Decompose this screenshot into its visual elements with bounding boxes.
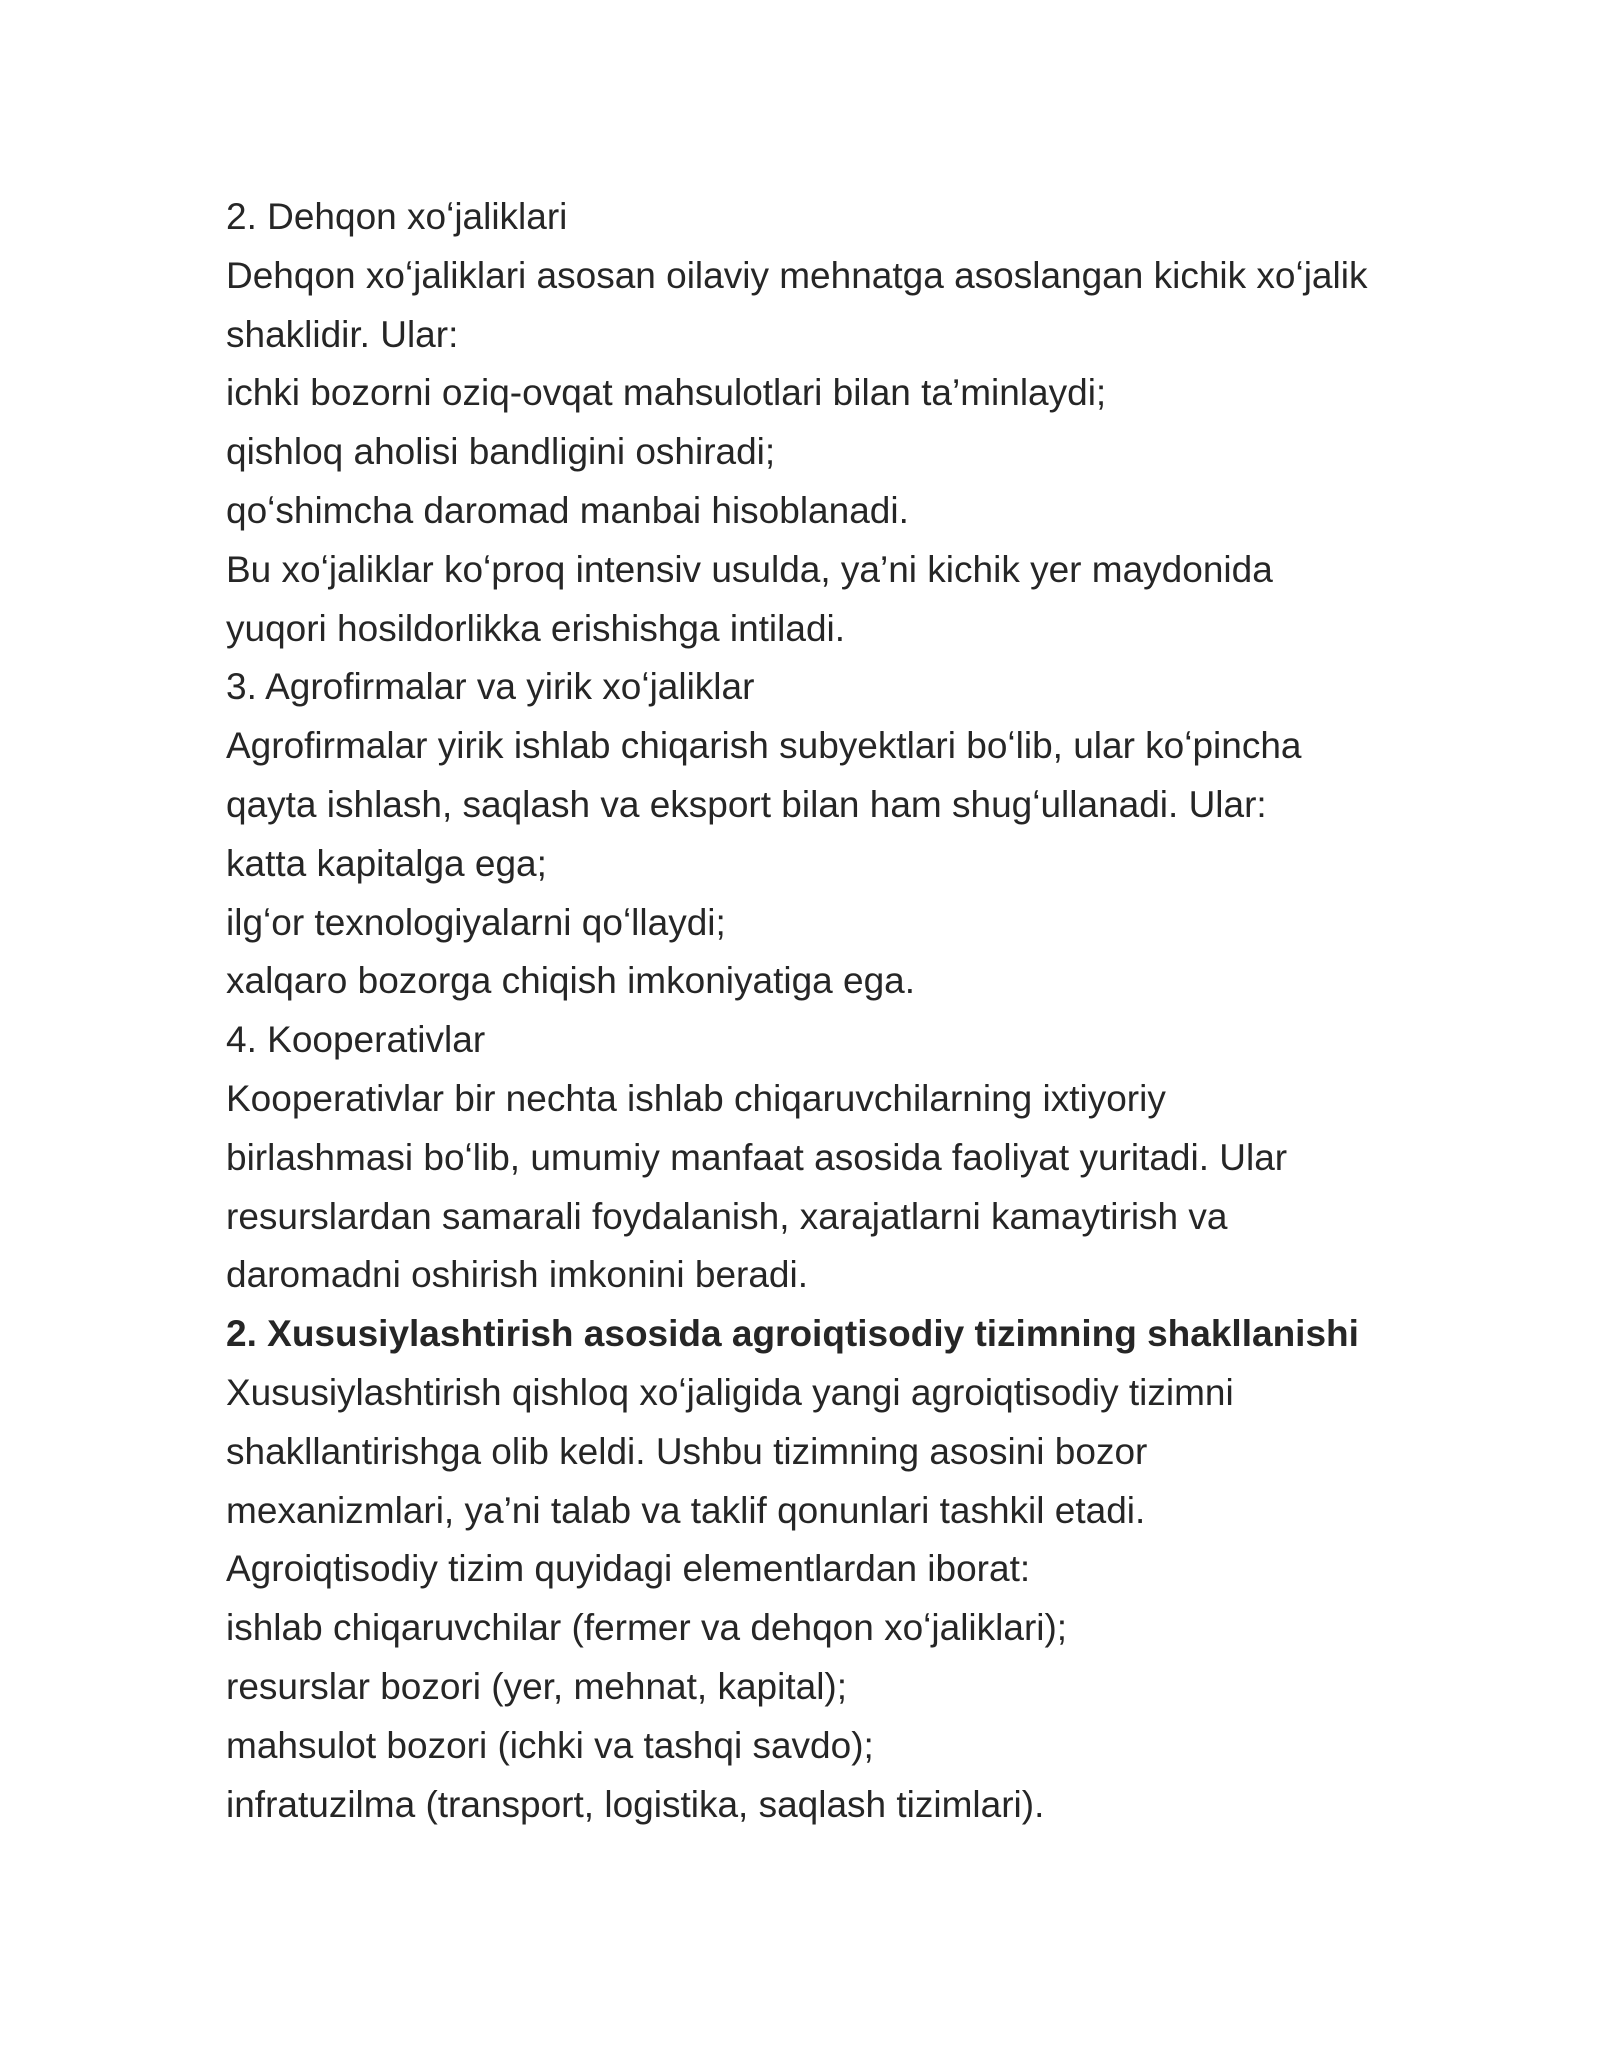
paragraph-line: shaklidir. Ular: (226, 313, 459, 355)
paragraph-line: Kooperativlar bir nechta ishlab chiqaruvchilarning ixtiyoriy (226, 1077, 1166, 1119)
list-item: qishloq aholisi bandligini oshiradi; (226, 431, 776, 473)
section-heading-dehqon: 2. Dehqon xoʻjaliklari (226, 196, 568, 237)
document-page (226, 188, 1426, 1834)
section-heading-xususiylashtirish: 2. Xususiylashtirish asosida agroiqtisodiy tizimning shakllanishi (226, 1313, 1359, 1355)
paragraph-line: Bu xoʻjaliklar koʻproq intensiv usulda, ya’ni kichik yer maydonida (226, 548, 1273, 590)
paragraph-line: Xususiylashtirish qishloq xoʻjaligida yangi agroiqtisodiy tizimni (226, 1371, 1234, 1413)
list-item: ichki bozorni oziq-ovqat mahsulotlari bilan ta’minlaydi; (226, 372, 1107, 414)
list-item: qoʻshimcha daromad manbai hisoblanadi. (226, 489, 909, 531)
list-item: ishlab chiqaruvchilar (fermer va dehqon xoʻjaliklari); (226, 1607, 1068, 1649)
section-heading-agrofirmalar: 3. Agrofirmalar va yirik xoʻjaliklar (226, 666, 755, 708)
list-item: xalqaro bozorga chiqish imkoniyatiga ega. (226, 960, 916, 1002)
paragraph-line: shakllantirishga olib keldi. Ushbu tizimning asosini bozor (226, 1430, 1148, 1472)
list-item: katta kapitalga ega; (226, 842, 547, 884)
list-item: ilgʻor texnologiyalarni qoʻllaydi; (226, 901, 726, 943)
list-item: infratuzilma (transport, logistika, saqlash tizimlari). (226, 1783, 1045, 1825)
paragraph-line: resurslardan samarali foydalanish, xarajatlarni kamaytirish va (226, 1195, 1228, 1237)
paragraph-line: daromadni oshirish imkonini beradi. (226, 1254, 809, 1296)
paragraph-line: mexanizmlari, ya’ni talab va taklif qonunlari tashkil etadi. (226, 1489, 1146, 1531)
paragraph-line: Dehqon xoʻjaliklari asosan oilaviy mehnatga asoslangan kichik xoʻjalik (226, 254, 1368, 296)
paragraph-line: qayta ishlash, saqlash va eksport bilan ham shugʻullanadi. Ular: (226, 783, 1267, 825)
paragraph-line: yuqori hosildorlikka erishishga intiladi. (226, 607, 846, 649)
list-item: resurslar bozori (yer, mehnat, kapital); (226, 1665, 848, 1707)
paragraph-line: Agrofirmalar yirik ishlab chiqarish subyektlari boʻlib, ular koʻpincha (226, 725, 1302, 767)
paragraph-line: birlashmasi boʻlib, umumiy manfaat asosida faoliyat yuritadi. Ular (226, 1136, 1288, 1178)
list-item: mahsulot bozori (ichki va tashqi savdo); (226, 1724, 874, 1766)
section-heading-kooperativlar: 4. Kooperativlar (226, 1019, 486, 1061)
paragraph-line: Agroiqtisodiy tizim quyidagi elementlardan iborat: (226, 1548, 1031, 1590)
